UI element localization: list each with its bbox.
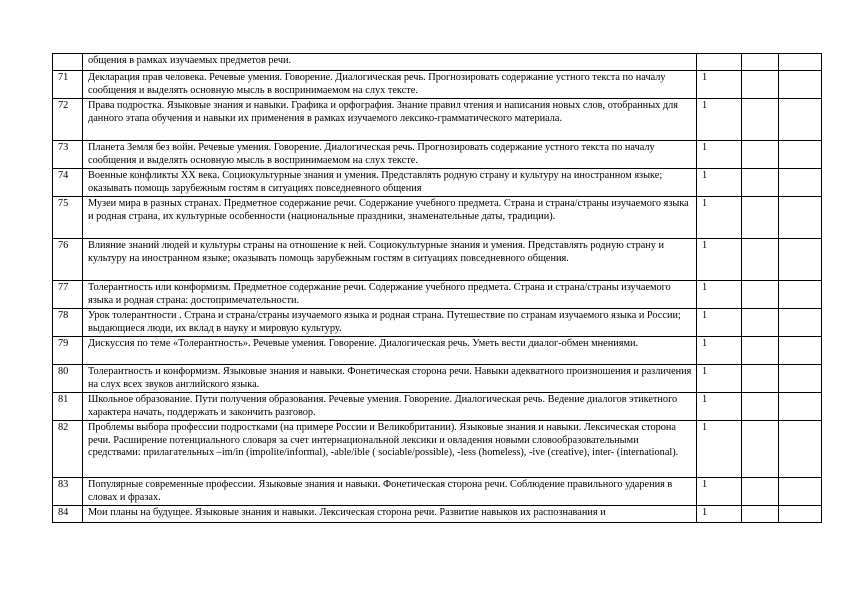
empty-cell	[779, 393, 822, 421]
lesson-topic-cell: Проблемы выбора профессии подростками (на примере России и Великобритании). Языковые знания и навыки. Лексическая сторона речи. Расширение потенциального словаря за счет интернациональной лексики и овладения новыми словообразовательными средствами: прилагательных –im/in (impolite/informal), -able/ible ( sociable/possible), -less (homeless), -ive (creative), inter- (international).	[83, 421, 697, 478]
empty-cell	[742, 337, 779, 365]
lesson-topic-cell: Школьное образование. Пути получения образования. Речевые умения. Говорение. Диалогическая речь. Ведение диалогов этикетного характера начать, поддержать и закончить разговор.	[83, 393, 697, 421]
lesson-topic-cell: Толерантность и конформизм. Языковые знания и навыки. Фонетическая сторона речи. Навыки адекватного произношения и различения на слух всех звуков английского языка.	[83, 365, 697, 393]
lesson-number-cell: 74	[53, 169, 83, 197]
table-row	[53, 337, 822, 365]
empty-cell	[742, 365, 779, 393]
lesson-hours-cell: 1	[697, 337, 742, 365]
lesson-hours-cell: 1	[697, 141, 742, 169]
lesson-hours-cell: 1	[697, 169, 742, 197]
table-row	[53, 197, 822, 239]
empty-cell	[779, 478, 822, 506]
empty-cell	[779, 99, 822, 141]
empty-cell	[779, 506, 822, 523]
empty-cell	[779, 71, 822, 99]
lesson-number-cell: 71	[53, 71, 83, 99]
lesson-topic-cell: Музеи мира в разных странах. Предметное содержание речи. Содержание учебного предмета. Страна и страна/страны изучаемого языка и родная страна, их культурные особенности (национальные праздники, знаменательные даты, традиции).	[83, 197, 697, 239]
lesson-hours-cell: 1	[697, 506, 742, 523]
empty-cell	[742, 141, 779, 169]
lesson-number-cell: 75	[53, 197, 83, 239]
empty-cell	[779, 337, 822, 365]
empty-cell	[742, 393, 779, 421]
lesson-number-cell: 72	[53, 99, 83, 141]
lesson-topic-cell: Влияние знаний людей и культуры страны на отношение к ней. Социокультурные знания и умения. Представлять родную страну и культуру на иностранном языке; оказывать помощь зарубежным гостям в ситуациях повседневного общения.	[83, 239, 697, 281]
lesson-hours-cell: 1	[697, 239, 742, 281]
empty-cell	[742, 506, 779, 523]
lesson-number-cell: 82	[53, 421, 83, 478]
lesson-topic-cell: общения в рамках изучаемых предметов речи.	[83, 54, 697, 71]
empty-cell	[742, 478, 779, 506]
lesson-number-cell: 73	[53, 141, 83, 169]
lesson-hours-cell: 1	[697, 365, 742, 393]
table-row	[53, 239, 822, 281]
table-row	[53, 365, 822, 393]
lesson-number-cell	[53, 54, 83, 71]
empty-cell	[742, 421, 779, 478]
lesson-topic-cell: Права подростка. Языковые знания и навыки. Графика и орфография. Знание правил чтения и написания новых слов, отобранных для данного этапа обучения и навыки их применения в рамках изучаемого лексико-грамматического материала.	[83, 99, 697, 141]
table-row	[53, 506, 822, 523]
table-row	[53, 393, 822, 421]
lesson-number-cell: 78	[53, 309, 83, 337]
empty-cell	[779, 239, 822, 281]
table-row	[53, 421, 822, 478]
empty-cell	[742, 197, 779, 239]
empty-cell	[779, 169, 822, 197]
empty-cell	[742, 71, 779, 99]
lesson-topic-cell: Популярные современные профессии. Языковые знания и навыки. Фонетическая сторона речи. Соблюдение правильного ударения в словах и фразах.	[83, 478, 697, 506]
empty-cell	[779, 141, 822, 169]
lesson-hours-cell: 1	[697, 393, 742, 421]
table-row	[53, 99, 822, 141]
lesson-hours-cell: 1	[697, 99, 742, 141]
lesson-hours-cell: 1	[697, 71, 742, 99]
empty-cell	[779, 421, 822, 478]
table-row	[53, 71, 822, 99]
lesson-hours-cell: 1	[697, 421, 742, 478]
lesson-plan-table	[52, 53, 822, 523]
empty-cell	[779, 281, 822, 309]
empty-cell	[742, 239, 779, 281]
empty-cell	[779, 365, 822, 393]
empty-cell	[742, 309, 779, 337]
lesson-number-cell: 81	[53, 393, 83, 421]
table-row	[53, 309, 822, 337]
empty-cell	[779, 54, 822, 71]
lesson-topic-cell: Декларация прав человека. Речевые умения. Говорение. Диалогическая речь. Прогнозировать содержание устного текста по началу сообщения и выделять основную мысль в воспринимаемом на слух тексте.	[83, 71, 697, 99]
lesson-number-cell: 76	[53, 239, 83, 281]
lesson-hours-cell: 1	[697, 197, 742, 239]
table-row	[53, 478, 822, 506]
lesson-number-cell: 83	[53, 478, 83, 506]
lesson-topic-cell: Мои планы на будущее. Языковые знания и навыки. Лексическая сторона речи. Развитие навыков их распознавания и	[83, 506, 697, 523]
empty-cell	[742, 54, 779, 71]
lesson-hours-cell	[697, 54, 742, 71]
lesson-number-cell: 79	[53, 337, 83, 365]
lesson-hours-cell: 1	[697, 281, 742, 309]
empty-cell	[779, 309, 822, 337]
lesson-number-cell: 77	[53, 281, 83, 309]
empty-cell	[779, 197, 822, 239]
lesson-topic-cell: Урок толерантности . Страна и страна/страны изучаемого языка и родная страна. Путешествие по странам изучаемого языка и России; выдающиеся люди, их вклад в науку и мировую культуру.	[83, 309, 697, 337]
table-row	[53, 141, 822, 169]
lesson-number-cell: 80	[53, 365, 83, 393]
table-row	[53, 54, 822, 71]
lesson-topic-cell: Толерантность или конформизм. Предметное содержание речи. Содержание учебного предмета. Страна и страна/страны изучаемого языка и родная страна: достопримечательности.	[83, 281, 697, 309]
lesson-number-cell: 84	[53, 506, 83, 523]
empty-cell	[742, 99, 779, 141]
lesson-hours-cell: 1	[697, 309, 742, 337]
table-row	[53, 281, 822, 309]
empty-cell	[742, 281, 779, 309]
lesson-topic-cell: Военные конфликты XX века. Социокультурные знания и умения. Представлять родную страну и культуру на иностранном языке; оказывать помощь зарубежным гостям в ситуациях повседневного общения	[83, 169, 697, 197]
table-row	[53, 169, 822, 197]
lesson-hours-cell: 1	[697, 478, 742, 506]
empty-cell	[742, 169, 779, 197]
lesson-topic-cell: Дискуссия по теме «Толерантность». Речевые умения. Говорение. Диалогическая речь. Уметь вести диалог-обмен мнениями.	[83, 337, 697, 365]
lesson-topic-cell: Планета Земля без войн. Речевые умения. Говорение. Диалогическая речь. Прогнозировать содержание устного текста по началу сообщения и выделять основную мысль в воспринимаемом на слух тексте.	[83, 141, 697, 169]
